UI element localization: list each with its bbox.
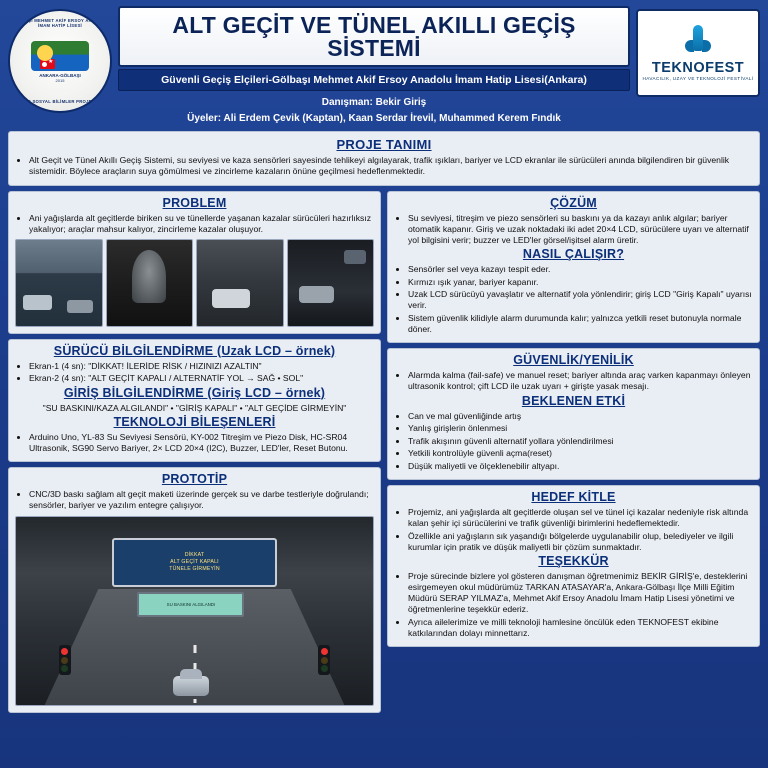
proje-tanimi-list — [15, 155, 753, 177]
cozum-list — [394, 213, 753, 246]
photo-tunel-kaza — [106, 239, 194, 327]
hedef-kitle-list — [394, 507, 753, 553]
main-columns — [8, 191, 760, 759]
hedef-kitle-title: HEDEF KİTLE — [531, 490, 616, 504]
list-item: • Ekran-1 (4 sn): "DİKKAT! İLERİDE RİSK / HIZINIZI AZALTIN" — [29, 361, 374, 372]
photo-alt-gecit-su-baskini — [15, 239, 103, 327]
list-item: • Yanlış girişlerin önlenmesi — [408, 423, 753, 434]
list-item: • CNC/3D baskı sağlam alt geçit maketi üzerinde gerçek su ve darbe testleriyle doğrulandı; sensörler, bariyer ve yazılım entegre çalışıyor. — [29, 489, 374, 511]
list-item: • Ani yağışlarda alt geçitlerde biriken su ve tünellerde yaşanan kazalar sürücüleri hazırlıksız yakalıyor; araçlar mahsur kalıyor, zincirleme kazalar oluşuyor. — [29, 213, 374, 235]
giris-bilgilendirme-title: GİRİŞ BİLGİLENDİRME (Giriş LCD – örnek) — [63, 385, 326, 400]
list-item: • Yetkili kontrolüyle güvenli açma(reset) — [408, 448, 753, 459]
surucu-bilgilendirme-list — [15, 361, 374, 385]
teknofest-logo-sub: HAVACILIK, UZAY VE TEKNOLOJİ FESTİVALİ — [642, 76, 754, 81]
list-item: • Düşük maliyetli ve ölçeklenebilir altyapı. — [408, 461, 753, 472]
problem-list — [15, 213, 374, 235]
prototype-lcd-display: SU BASKINI ALGILANDI — [137, 592, 244, 616]
title-block — [118, 6, 630, 126]
members-line: Üyeler: Ali Erdem Çevik (Kaptan), Kaan Serdar İrevil, Muhammed Kerem Fındık — [187, 113, 561, 124]
section-cozum — [387, 191, 760, 344]
list-item: • Can ve mal güvenliğinde artış — [408, 411, 753, 422]
list-item: • Proje sürecinde bizlere yol gösteren danışman öğretmenimiz BEKİR GİRİŞ'e, desteklerini esirgemeyen okul müdürümüz TARKAN ATASAYAR'a, Ankara-Gölbaşı İlçe Milli Eğitim Müdürü SERAP YILMAZ'a, Mehmet Akif Ersoy Anadolu İmam Hatip Lisesi yönetimi ve öğretmenlerine teşekkür ederiz. — [408, 571, 753, 615]
photo-arac-mahsur — [196, 239, 284, 327]
photo-prototip — [15, 516, 374, 706]
guvenlik-list — [394, 370, 753, 392]
prototype-warning-sign — [112, 538, 276, 587]
traffic-light-right — [318, 645, 330, 675]
nasil-calisir-list — [394, 264, 753, 335]
beklenen-etki-list — [394, 411, 753, 472]
school-logo-mid: ANKARA-GÖLBAŞI — [39, 73, 81, 78]
list-item: • Su seviyesi, titreşim ve piezo sensörleri su baskını ya da kazayı anlık algılar; bariyer otomatik kapanır. Giriş ve uzak noktadaki iki adet 20×4 LCD, sürücülere uyarı ve alternatif yol bilgisini verir; buzzer ve LED'ler görsel/işitsel alarm üretir. — [408, 213, 753, 246]
cozum-title: ÇÖZÜM — [550, 195, 597, 210]
page-title: ALT GEÇİT VE TÜNEL AKILLI GEÇİŞ SİSTEMİ — [118, 6, 630, 67]
rocket-icon — [684, 25, 712, 59]
guvenlik-title: GÜVENLİK/YENİLİK — [513, 353, 634, 367]
school-logo — [8, 9, 112, 113]
section-problem — [8, 191, 381, 334]
list-item: • Ekran-2 (4 sn): "ALT GEÇİT KAPALI / ALTERNATİF YOL → SAĞ • SOL" — [29, 373, 374, 384]
school-logo-ring-top: GÖLBAŞI MEHMET AKİF ERSOY ANADOLU İMAM HATİP LİSESİ — [11, 18, 109, 28]
right-column — [387, 191, 760, 759]
list-item: • Uzak LCD sürücüyü yavaşlatır ve alternatif yola yönlendirir; giriş LCD "Giriş Kapalı" uyarısı verir. — [408, 289, 753, 311]
left-column — [8, 191, 381, 759]
teknofest-logo-name: TEKNOFEST — [651, 60, 745, 76]
photo-zincirleme-kaza — [287, 239, 375, 327]
school-logo-emblem — [31, 41, 89, 71]
list-item: • Sensörler sel veya kazayı tespit eder. — [408, 264, 753, 275]
list-item: • Alarmda kalma (fail-safe) ve manuel reset; bariyer altında araç varken kapanmayı önleyen ultrasonik kontrol; çift LCD ile uzak uyarı + girişte yasak mesajı. — [408, 370, 753, 392]
proje-tanimi-title: PROJE TANIMI — [336, 137, 432, 152]
teknoloji-title: TEKNOLOJİ BİLEŞENLERİ — [113, 414, 276, 429]
sign-line-3: TÜNELE GİRMEYİN — [169, 566, 220, 573]
turkish-flag-icon — [40, 59, 55, 69]
teknofest-logo — [636, 9, 760, 97]
prototype-model-car — [173, 676, 209, 696]
sign-line-1: DİKKAT — [184, 552, 205, 559]
traffic-light-left — [59, 645, 71, 675]
list-item: • Sistem güvenlik kilidiyle alarm durumunda kalır; yalnızca yetkili reset butonuyla normale döner. — [408, 313, 753, 335]
section-guvenlik-yenilik — [387, 348, 760, 480]
sign-line-2: ALT GEÇİT KAPALI — [170, 559, 219, 566]
section-surucu-bilgilendirme — [8, 339, 381, 463]
nasil-calisir-title: NASIL ÇALIŞIR? — [522, 247, 625, 261]
prototip-title: PROTOTİP — [161, 472, 228, 487]
list-item: • Alt Geçit ve Tünel Akıllı Geçiş Sistemi, su seviyesi ve kaza sensörleri sayesinde tehlikeyi algılayarak, trafik ışıkları, bariyer ve LCD ekranlar ile sürücüleri anında bilgilendiren bir güvenlik sistemidir. Böylece araçların suya gömülmesi ve zincirleme kazaların önüne geçilmesi hedeflenmektedir. — [29, 155, 753, 177]
surucu-bilgilendirme-title: SÜRÜCÜ BİLGİLENDİRME (Uzak LCD – örnek) — [53, 343, 336, 358]
poster-header — [8, 6, 760, 126]
advisor-line: Danışman: Bekir Giriş — [321, 97, 427, 108]
tesekkur-title: TEŞEKKÜR — [538, 554, 609, 568]
teknoloji-list — [15, 432, 374, 454]
section-hedef-kitle — [387, 485, 760, 647]
list-item: • Ayrıca ailelerimize ve milli teknoloji hamlesine öncülük eden TEKNOFEST ekibine katkılarından dolayı minnettarız. — [408, 617, 753, 639]
section-prototip — [8, 467, 381, 713]
problem-photo-grid — [15, 239, 374, 327]
prototip-list — [15, 489, 374, 511]
tesekkur-list — [394, 571, 753, 639]
list-item: • Kırmızı ışık yanar, bariyer kapanır. — [408, 277, 753, 288]
section-proje-tanimi — [8, 131, 760, 186]
list-item: • Arduino Uno, YL-83 Su Seviyesi Sensörü, KY-002 Titreşim ve Piezo Disk, HC-SR04 Ultrasonik, SG90 Servo Bariyer, 2× LCD 20×4 (I2C), Buzzer, LED'ler, Reset Butonu. — [29, 432, 374, 454]
beklenen-etki-title: BEKLENEN ETKİ — [521, 393, 626, 408]
school-logo-ring-bottom: FEN VE SOSYAL BİLİMLER PROJE EKİBİ — [14, 99, 106, 104]
list-item: • Özellikle ani yağışların sık yaşandığı bölgelerde uygulanabilir olup, belediyeler ve ilgili kurumlar için pratik ve düşük maliyetli bir çözüm sunmaktadır. — [408, 531, 753, 553]
school-logo-year: 2015 — [55, 78, 65, 83]
list-item: • Trafik akışının güvenli alternatif yollara yönlendirilmesi — [408, 436, 753, 447]
giris-bilgilendirme-text: "SU BASKINI/KAZA ALGILANDI" • "GİRİŞ KAPALI" • "ALT GEÇİDE GİRMEYİN" — [42, 402, 347, 413]
list-item: • Projemiz, ani yağışlarda alt geçitlerde oluşan sel ve tünel içi kazalar nedeniyle risk altında kalan şehir içi sürücülerini ve trafik güvenliği birimlerini hedeflemektedir. — [408, 507, 753, 529]
page-subtitle: Güvenli Geçiş Elçileri-Gölbaşı Mehmet Akif Ersoy Anadolu İmam Hatip Lisesi(Ankara) — [118, 69, 630, 91]
problem-title: PROBLEM — [162, 195, 227, 210]
